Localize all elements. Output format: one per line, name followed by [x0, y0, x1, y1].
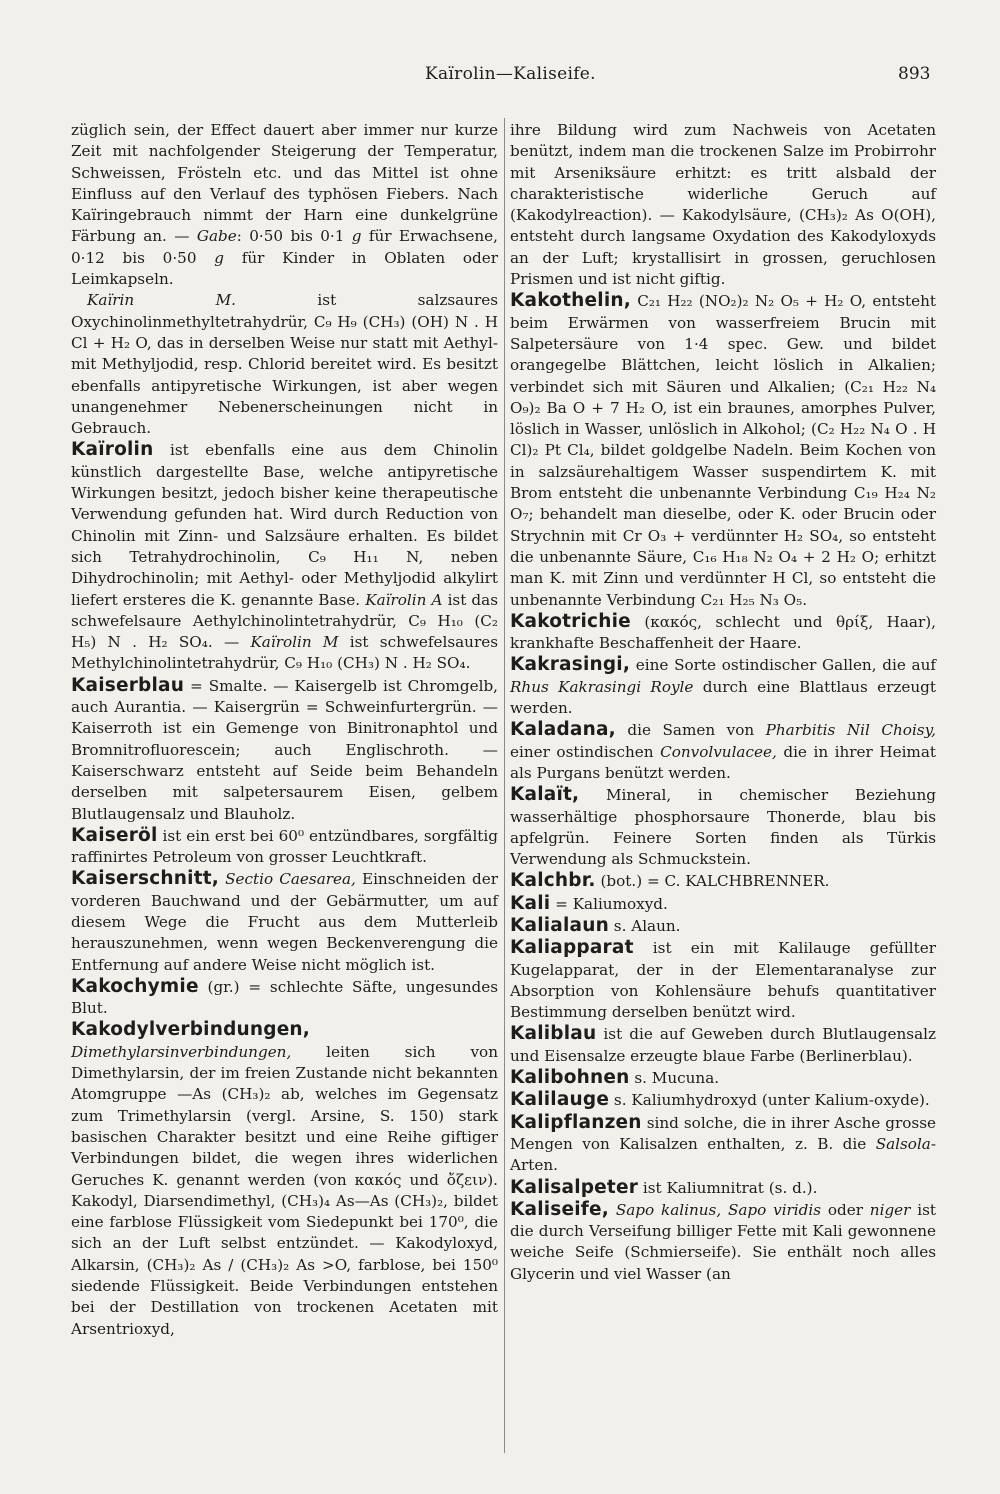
column-divider	[504, 118, 505, 1453]
entry-kalilauge: Kalilauge s. Kaliumhydroxyd (unter Kalium-oxyde).	[510, 1089, 930, 1111]
entry-kakothelin: Kakothelin, C₂₁ H₂₂ (NO₂)₂ N₂ O₅ + H₂ O, entsteht beim Erwärmen von wasserfreiem Brucin mit Salpetersäure von 1·4 spec. Gew. und bildet orangegelbe Blättchen, leicht löslich in Alkalien; verbindet sich mit Säuren und Alkalien; (C₂₁ H₂₂ N₄ O₉)₂ Ba O + 7 H₂ O, ist ein braunes, amorphes Pulver, löslich in Wasser, unlöslich in Alkohol; (C₂ H₂₂ N₄ O . H Cl)₂ Pt Cl₄, bildet goldgelbe Nadeln. Beim Kochen von in salzsäurehaltigem Wasser suspendirtem K. mit Brom entsteht die unbenannte Verbindung C₁₉ H₂₄ N₂ O₇; behandelt man dieselbe, oder K. oder Brucin oder Strychnin mit Cr O₃ + verdünnter H₂ SO₄, so entsteht die unbenannte Säure, C₁₆ H₁₈ N₂ O₄ + 2 H₂ O; erhitzt man K. mit Zinn und verdünnter H Cl, so entsteht die unbenannte Verbindung C₂₁ H₂₅ N₃ O₅.	[510, 290, 936, 609]
paragraph: züglich sein, der Effect dauert aber immer nur kurze Zeit mit nachfolgender Steigerung der Temperatur, Schweissen, Frösteln etc. und das Mittel ist ohne Einfluss auf den Verlauf des typhösen Fiebers. Nach Kaïringebrauch nimmt der Harn eine dunkelgrüne Färbung an. — Gabe: 0·50 bis 0·1 g für Erwachsene, 0·12 bis 0·50 g für Kinder in Oblaten oder Leimkapseln.	[71, 121, 499, 289]
headword: Kalchbr.	[510, 870, 596, 892]
entry-kaladana: Kaladana, die Samen von Pharbitis Nil Choisy, einer ostindischen Convolvulacee, die in ihrer Heimat als Purgans benützt werden.	[510, 719, 936, 782]
right-column	[510, 120, 936, 1285]
entry-kakotrichie: Kakotrichie (κακός, schlecht und θρίξ, Haar), krankhafte Beschaffenheit der Haare.	[510, 610, 936, 653]
entry-kalchbr: Kalchbr. (bot.) = C. KALCHBRENNER.	[510, 870, 830, 892]
entry-kalialaun: Kalialaun s. Alaun.	[510, 914, 681, 936]
entry-kalait: Kalaït, Mineral, in chemischer Beziehung wasserhältige phosphorsaure Thonerde, blau bis apfelgrün. Feinere Sorten finden als Türkis Verwendung als Schmuckstein.	[510, 784, 936, 869]
headword: Kaiseröl	[71, 824, 158, 846]
headword: Kaliapparat	[510, 937, 634, 959]
headword: Kaiserblau	[71, 674, 185, 696]
headword: Kakodylverbindungen,	[71, 1019, 311, 1041]
entry-kaiseroel: Kaiseröl ist ein erst bei 60⁰ entzündbares, sorgfältig raffinirtes Petroleum von grosser Leuchtkraft.	[71, 824, 498, 867]
headword: Kakrasingi,	[510, 654, 631, 676]
headword: Kaladana,	[510, 719, 616, 741]
entry-kalisalpeter: Kalisalpeter ist Kaliumnitrat (s. d.).	[510, 1176, 818, 1198]
headword: Kalibohnen	[510, 1067, 630, 1089]
entry-kaiserblau: Kaiserblau = Smalte. — Kaisergelb ist Chromgelb, auch Aurantia. — Kaisergrün = Schweinfurtergrün. — Kaiserroth ist ein Gemenge von Binitronaphtol und Bromnitrofluorescein; auch Englischroth. — Kaiserschwarz entsteht auf Seide beim Behandeln derselben mit salpetersaurem Eisen, gelbem Blutlaugensalz und Blauholz.	[71, 674, 498, 823]
entry-kalipflanzen: Kalipflanzen sind solche, die in ihrer Asche grosse Mengen von Kalisalzen enthalten, z. B. die Salsola-Arten.	[510, 1111, 937, 1175]
entry-kaliblau: Kaliblau ist die auf Geweben durch Blutlaugensalz und Eisensalze erzeugte blaue Farbe (Berlinerblau).	[510, 1023, 936, 1065]
headword: Kakotrichie	[510, 610, 631, 632]
entry-kairolin: Kaïrolin ist ebenfalls eine aus dem Chinolin künstlich dargestellte Base, welche antipyretische Wirkungen besitzt, jedoch bisher keine therapeutische Verwendung gefunden hat. Wird durch Reduction von Chinolin mit Zinn- und Salzsäure erhalten. Es bildet sich Tetrahydrochinolin, C₉ H₁₁ N, neben Dihydrochinolin; mit Aethyl- oder Methyljodid alkylirt liefert ersteres die K. genannte Base. Kaïrolin A ist das schwefelsaure Aethylchinolintetrahydrür, C₉ H₁₀ (C₂ H₅) N . H₂ SO₄. — Kaïrolin M ist schwefelsaures Methylchinolintetrahydrür, C₉ H₁₀ (CH₃) N . H₂ SO₄.	[71, 439, 499, 673]
headword: Kaliseife,	[510, 1198, 610, 1220]
headword: Kalilauge	[510, 1089, 610, 1111]
headword: Kaïrolin	[71, 439, 154, 461]
entry-kali: Kali = Kaliumoxyd.	[510, 892, 668, 914]
entry-kaiserschnitt: Kaiserschnitt, Sectio Caesarea, Einschneiden der vorderen Bauchwand und der Gebärmutter, um auf diesem Wege die Frucht aus dem Mutterleib herauszunehmen, wenn wegen Beckenverengung die Entfernung auf andere Weise nicht möglich ist.	[71, 868, 498, 974]
entry-kakodylverbindungen: Kakodylverbindungen, Dimethylarsinverbindungen, leiten sich von Dimethylarsin, der im freien Zustande nicht bekannten Atomgruppe —As (CH₃)₂ ab, welches im Gegensatz zum Trimethylarsin (vergl. Arsine, S. 150) stark basischen Charakter besitzt und eine Reihe giftiger Verbindungen bildet, die wegen ihres widerlichen Geruches K. genannt werden (von κακός und ὄζειν). Kakodyl, Diarsendimethyl, (CH₃)₄ As—As (CH₃)₂, bildet eine farblose Flüssigkeit vom Siedepunkt bei 170⁰, die sich an der Luft selbst entzündet. — Kakodyloxyd, Alkarsin, (CH₃)₂ As / (CH₃)₂ As >O, farblose, bei 150⁰ siedende Flüssigkeit. Beide Verbindungen entstehen bei der Destillation von trockenen Acetaten mit Arsentrioxyd,	[71, 1019, 498, 1338]
running-title: Kaïrolin—Kaliseife.	[425, 64, 596, 84]
headword: Kakothelin,	[510, 290, 631, 312]
page-number: 893	[898, 64, 931, 84]
headword: Kakochymie	[71, 975, 199, 997]
entry-kaliseife: Kaliseife, Sapo kalinus, Sapo viridis oder niger ist die durch Verseifung billiger Fette mit Kali gewonnene weiche Seife (Schmierseife). Sie enthält noch alles Glycerin und viel Wasser (an	[510, 1198, 936, 1283]
entry-kalibohnen: Kalibohnen s. Mucuna.	[510, 1067, 720, 1089]
paragraph: Kaïrin M. ist salzsaures Oxychinolinmethyltetrahydrür, C₉ H₉ (CH₃) (OH) N . H Cl + H₂ O, das in derselben Weise nur statt mit Aethyl- mit Methyljodid, resp. Chlorid bereitet wird. Es besitzt ebenfalls antipyretische Wirkungen, ist aber wegen unangenehmer Nebenerscheinungen nicht in Gebrauch.	[71, 291, 498, 438]
headword: Kaliblau	[510, 1023, 597, 1045]
paragraph: ihre Bildung wird zum Nachweis von Acetaten benützt, indem man die trockenen Salze im Probirrohr mit Arseniksäure erhitzt: es tritt alsbald der charakteristische widerliche Geruch auf (Kakodylreaction). — Kakodylsäure, (CH₃)₂ As O(OH), entsteht durch langsame Oxydation des Kakodyloxyds an der Luft; krystallisirt in grossen, geruchlosen Prismen und ist nicht giftig.	[510, 121, 936, 289]
entry-kakrasingi: Kakrasingi, eine Sorte ostindischer Gallen, die auf Rhus Kakrasingi Royle durch eine Blattlaus erzeugt werden.	[510, 654, 936, 718]
left-column	[71, 120, 498, 1340]
headword: Kalipflanzen	[510, 1111, 642, 1133]
headword: Kaiserschnitt,	[71, 868, 220, 890]
entry-kakochymie: Kakochymie (gr.) = schlechte Säfte, ungesundes Blut.	[71, 975, 498, 1018]
headword: Kalaït,	[510, 784, 580, 806]
page-header	[0, 64, 1000, 88]
headword: Kalisalpeter	[510, 1176, 639, 1198]
headword: Kali	[510, 892, 551, 914]
entry-kaliapparat: Kaliapparat ist ein mit Kalilauge gefüllter Kugelapparat, der in der Elementaranalyse zur Absorption von Kohlensäure behufs quantitativer Bestimmung derselben benützt wird.	[510, 937, 936, 1022]
headword: Kalialaun	[510, 914, 609, 936]
